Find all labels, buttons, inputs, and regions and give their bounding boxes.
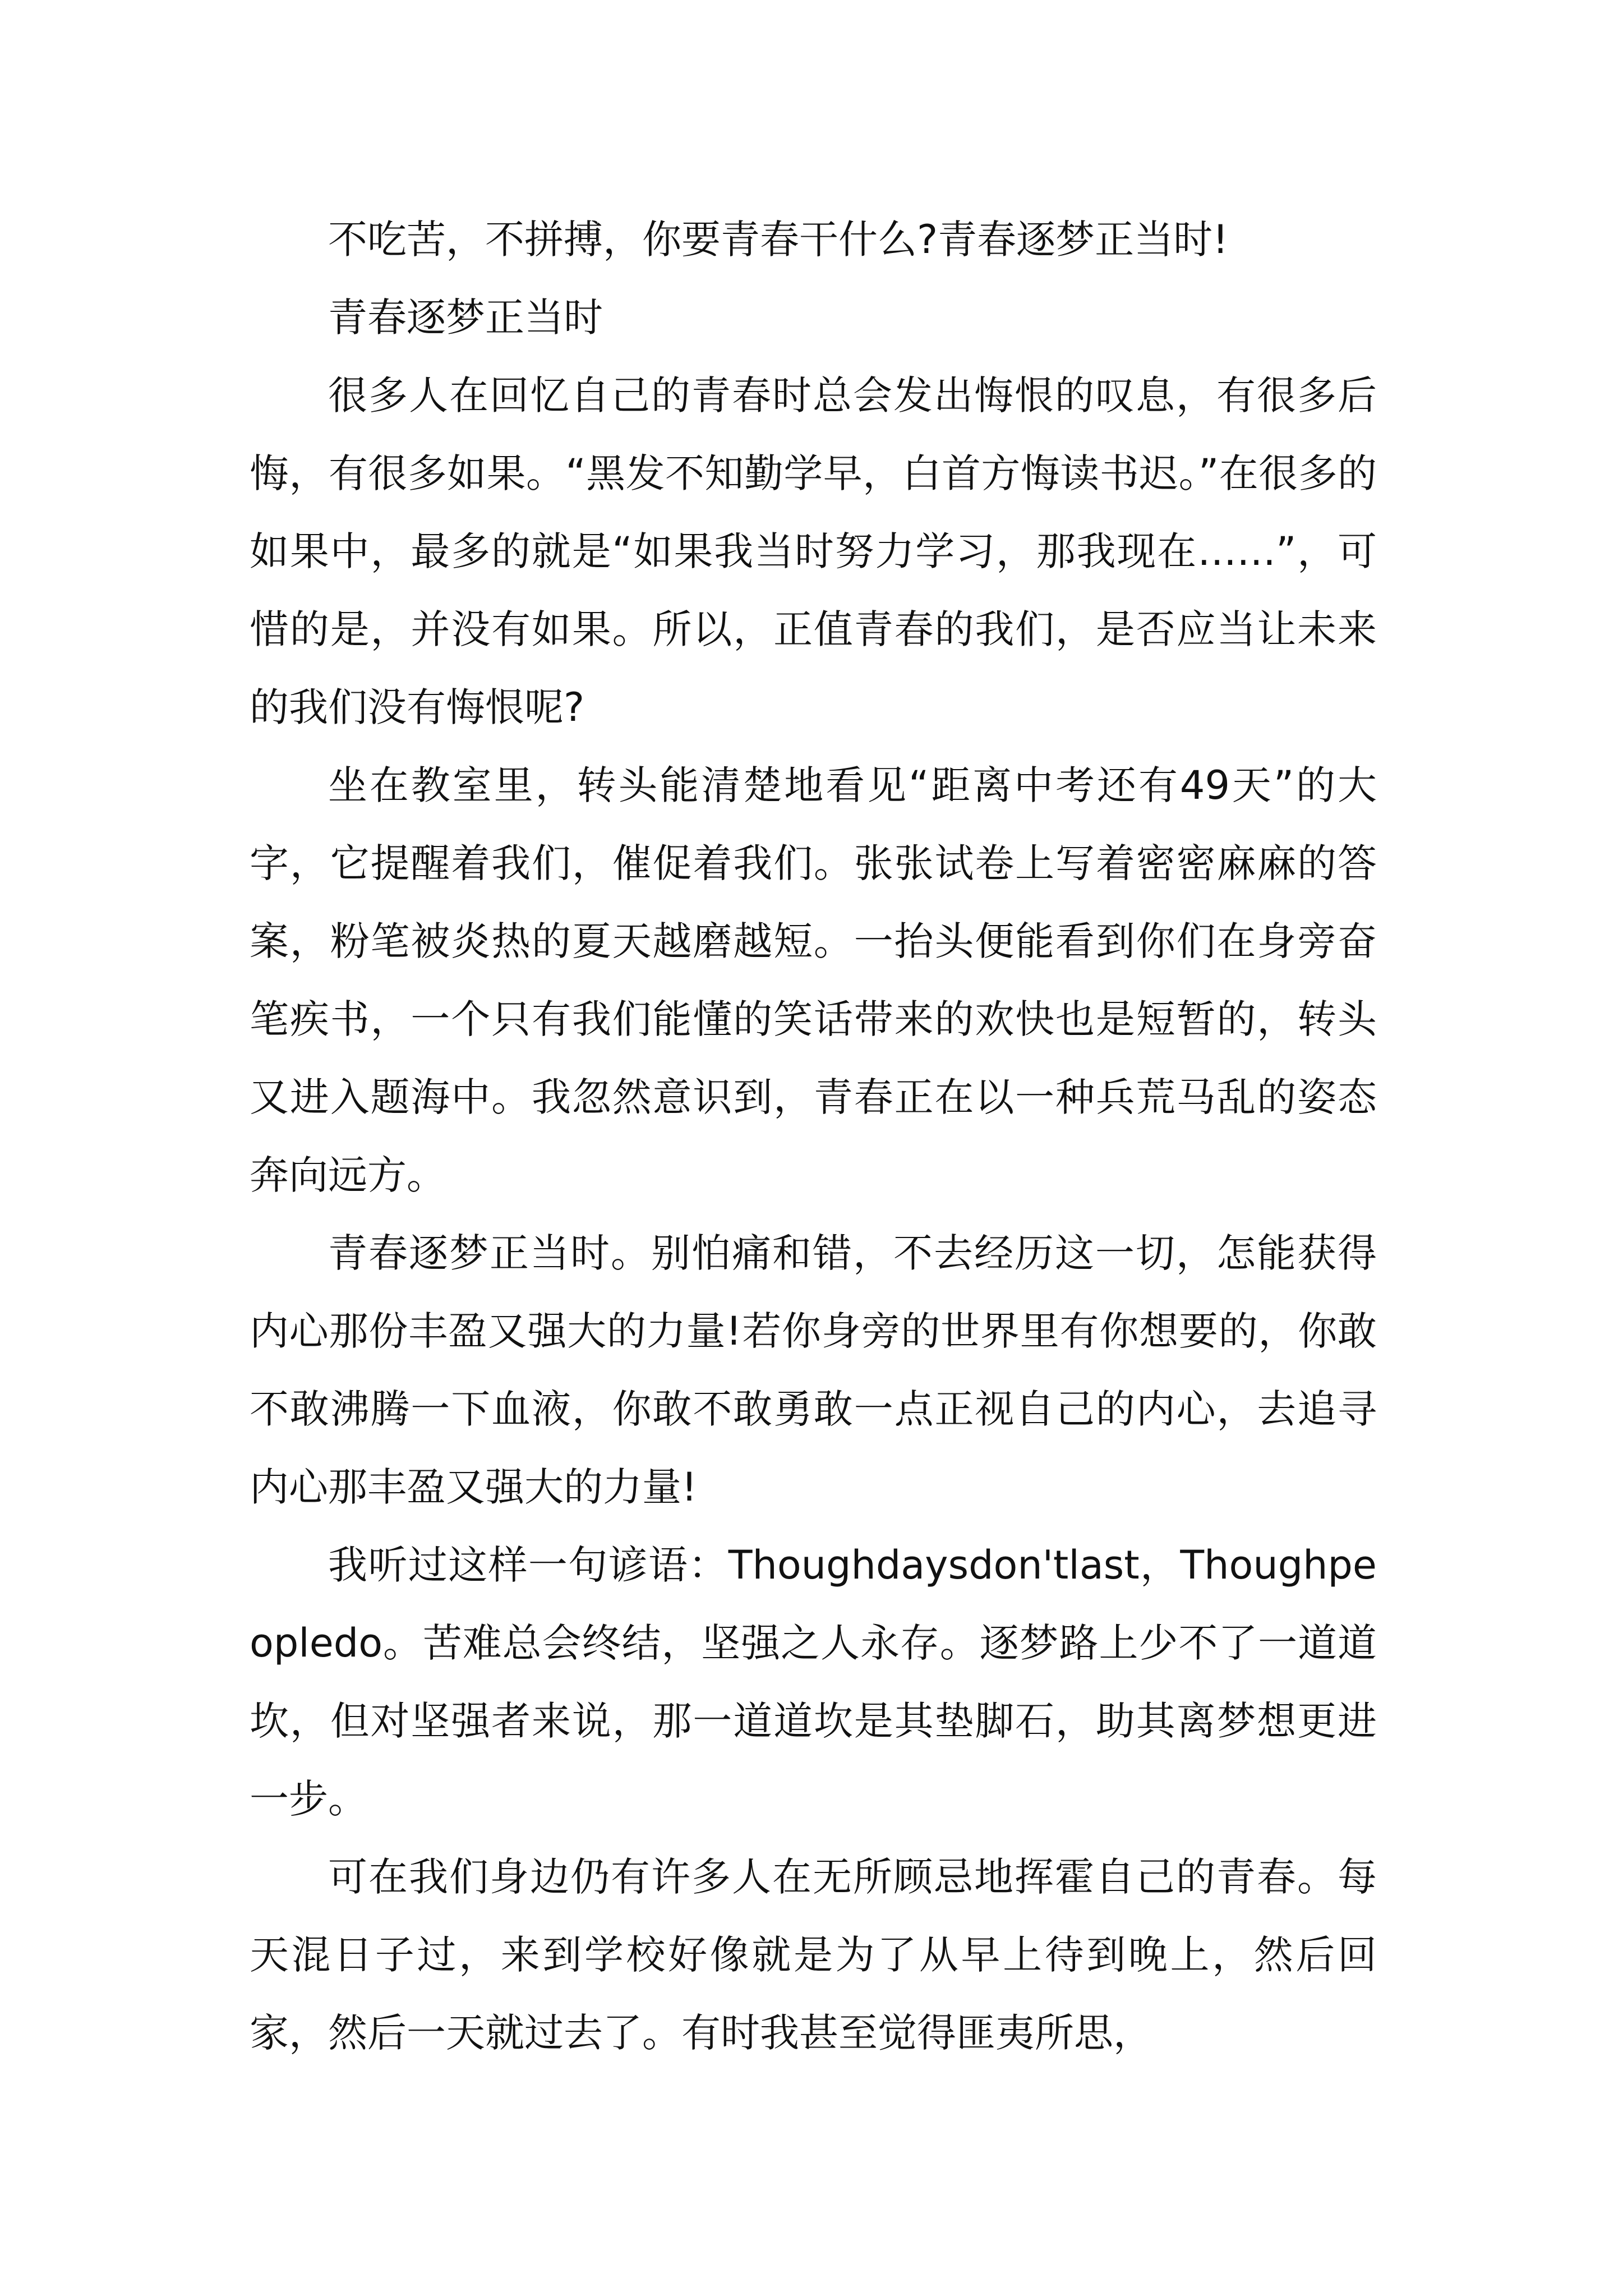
paragraph-classroom: 坐在教室里，转头能清楚地看见“距离中考还有49天”的大字，它提醒着我们，催促着我们。张张试卷上写着密密麻麻的答案，粉笔被炎热的夏天越磨越短。一抬头便能看到你们在身旁奋笔疾书，一个只有我们能懂的笑话带来的欢快也是短暂的，转头又进入题海中。我忽然意识到，青春正在以一种兵荒马乱的姿态奔向远方。: [250, 762, 1377, 1198]
paragraph-proverb: 我听过这样一句谚语：Thoughdaysdon'tlast，Thoughpeopledo。苦难总会终结，坚强之人永存。逐梦路上少不了一道道坎，但对坚强者来说，那一道道坎是其垫脚石，助其离梦想更进一步。: [250, 1542, 1377, 1822]
document-body: [250, 201, 1377, 2072]
paragraph-chase-dream: 青春逐梦正当时。别怕痛和错，不去经历这一切，怎能获得内心那份丰盈又强大的力量!若你身旁的世界里有你想要的，你敢不敢沸腾一下血液，你敢不敢勇敢一点正视自己的内心，去追寻内心那丰盈又强大的力量!: [250, 1230, 1377, 1510]
paragraph-wasting-youth: 可在我们身边仍有许多人在无所顾忌地挥霍自己的青春。每天混日子过，来到学校好像就是为了从早上待到晚上，然后回家，然后一天就过去了。有时我甚至觉得匪夷所思，: [250, 1854, 1377, 2056]
essay-title: 青春逐梦正当时: [328, 295, 603, 341]
opening-line: 不吃苦，不拼搏，你要青春干什么?青春逐梦正当时!: [328, 217, 1229, 263]
paragraph-regret: 很多人在回忆自己的青春时总会发出悔恨的叹息，有很多后悔，有很多如果。“黑发不知勤学早，白首方悔读书迟。”在很多的如果中，最多的就是“如果我当时努力学习，那我现在……”，可惜的是，并没有如果。所以，正值青春的我们，是否应当让未来的我们没有悔恨呢?: [250, 372, 1377, 730]
